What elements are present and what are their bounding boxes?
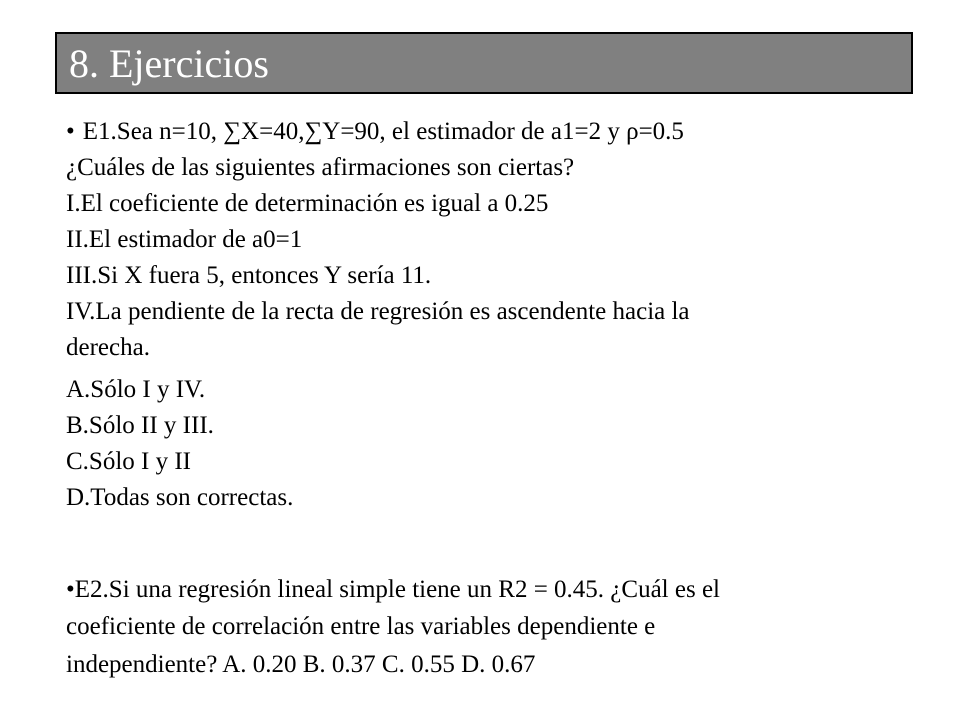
e2-line-1 [66,575,720,605]
e1-option-a: A.Sólo I y IV. [66,376,206,403]
slide-title: 8. Ejercicios [69,41,269,86]
e1-item-iv-cont: derecha. [66,334,150,361]
e1-item-i: I.El coeficiente de determinación es igual a 0.25 [66,190,549,217]
e2-line-2: coeficiente de correlación entre las variables dependiente e [66,613,656,640]
e2-line-3: independiente? A. 0.20 B. 0.37 C. 0.55 D. 0.67 [66,651,536,678]
e2-bullet: • [66,576,75,603]
e1-statement: E1.Sea n=10, ∑X=40,∑Y=90, el estimador de a1=2 y ρ=0.5 [82,118,684,145]
e1-item-ii: II.El estimador de a0=1 [66,226,303,253]
e1-option-c: C.Sólo I y II [66,448,191,475]
e2-statement: E2.Si una regresión lineal simple tiene un R2 = 0.45. ¿Cuál es el [74,576,720,603]
e1-item-iv: IV.La pendiente de la recta de regresión es ascendente hacia la [66,298,690,325]
e1-option-d: D.Todas son correctas. [66,484,294,511]
e1-option-b: B.Sólo II y III. [66,412,214,439]
e1-question: ¿Cuáles de las siguientes afirmaciones son ciertas? [66,154,575,181]
title-bar [55,32,913,94]
e1-line-1 [66,117,684,147]
e1-item-iii: III.Si X fuera 5, entonces Y sería 11. [66,262,432,289]
e1-bullet: • [66,118,75,145]
